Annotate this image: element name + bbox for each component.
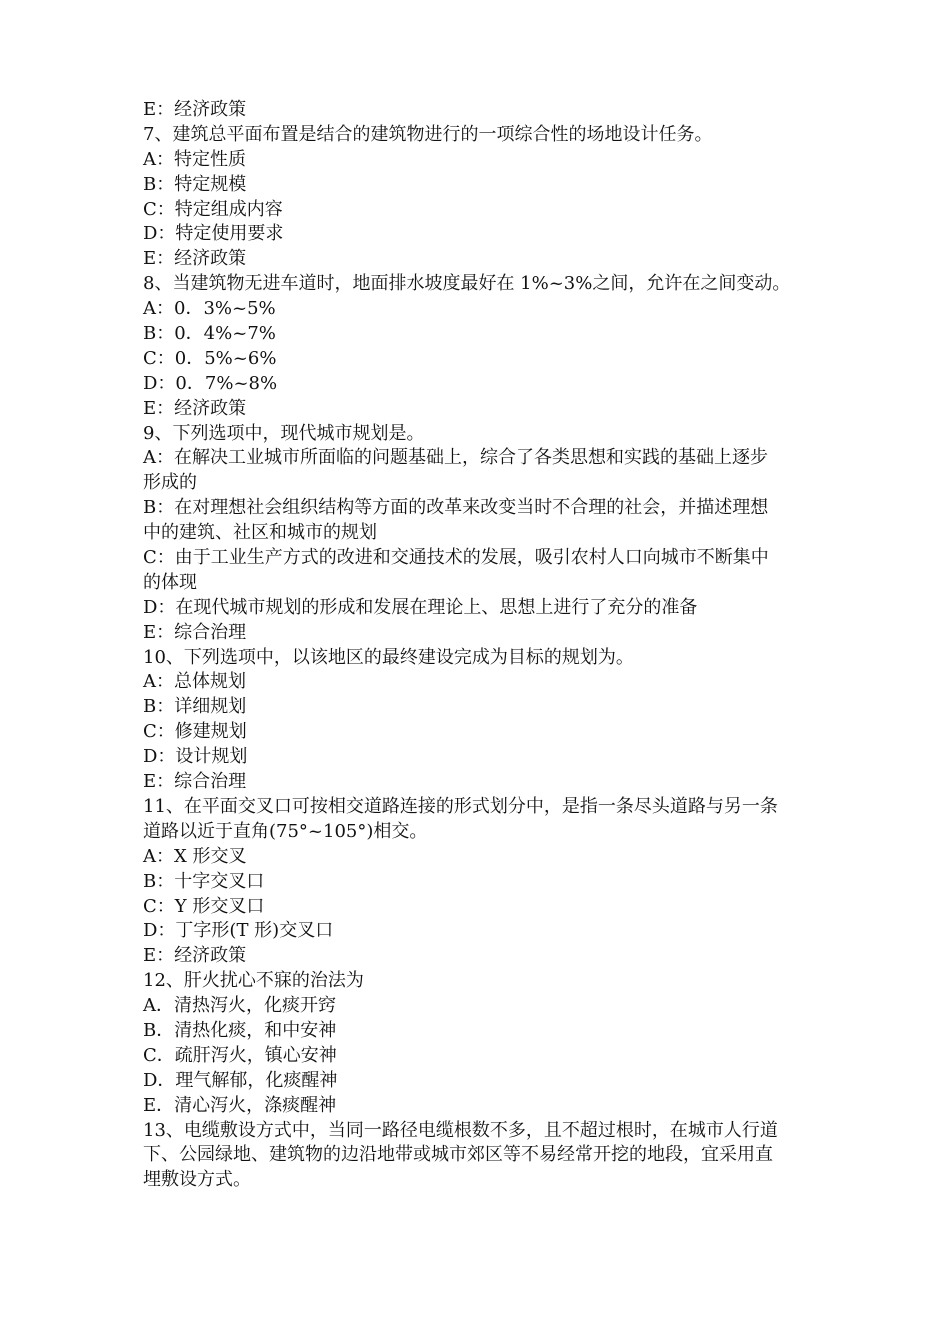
option-line: C．疏肝泻火，镇心安神 [143,1044,337,1066]
option-line: E：经济政策 [143,945,247,967]
option-line: E．清心泻火，涤痰醒神 [143,1094,337,1116]
option-line: C：0．5%~6% [143,347,277,369]
option-line-continued: 中的建筑、社区和城市的规划 [143,522,377,544]
question-12-text: 12、肝火扰心不寐的治法为 [143,970,364,992]
option-line: B．清热化痰，和中安神 [143,1019,337,1041]
option-line: E：综合治理 [143,621,247,643]
option-line: D：0．7%~8% [143,372,278,394]
option-line: E：经济政策 [143,248,247,270]
option-line: A：0．3%~5% [143,298,276,320]
option-line: D：设计规划 [143,746,248,768]
text-line: E：经济政策 [143,99,247,120]
question-13-text-continued: 下、公园绿地、建筑物的边沿地带或城市郊区等不易经常开挖的地段，宜采用直 [143,1144,773,1166]
option-line: B：详细规划 [143,696,247,718]
question-11-text-continued: 道路以近于直角(75°~105°)相交。 [143,820,428,842]
option-line: D：丁字形(T 形)交叉口 [143,920,334,942]
option-line: E：经济政策 [143,397,247,419]
option-line: A：特定性质 [143,148,246,170]
document-text-body [143,98,815,1193]
option-line: B：十字交叉口 [143,870,265,892]
option-line: B：特定规模 [143,173,247,195]
option-line: D：特定使用要求 [143,223,284,245]
question-13-text: 13、电缆敷设方式中，当同一路径电缆根数不多，且不超过根时，在城市人行道 [143,1119,778,1141]
option-line: A：在解决工业城市所面临的问题基础上，综合了各类思想和实践的基础上逐步 [143,447,768,469]
option-line: A：总体规划 [143,671,246,693]
question-8-text: 8、当建筑物无进车道时，地面排水坡度最好在 1%~3%之间，允许在之间变动。 [143,273,791,295]
option-line: C：由于工业生产方式的改进和交通技术的发展，吸引农村人口向城市不断集中 [143,547,769,569]
option-line: D：在现代城市规划的形成和发展在理论上、思想上进行了充分的准备 [143,596,698,618]
option-line: A．清热泻火，化痰开窍 [143,995,336,1017]
question-10-text: 10、下列选项中，以该地区的最终建设完成为目标的规划为。 [143,646,634,668]
question-11-text: 11、在平面交叉口可按相交道路连接的形式划分中，是指一条尽头道路与另一条 [143,795,778,817]
question-13-text-continued: 埋敷设方式。 [143,1169,251,1191]
option-line: C：特定组成内容 [143,198,283,220]
option-line-continued: 的体现 [143,571,197,593]
option-line: C：修建规划 [143,721,247,743]
option-line-continued: 形成的 [143,472,197,494]
question-9-text: 9、下列选项中，现代城市规划是。 [143,422,425,444]
option-line: B：0．4%~7% [143,323,276,345]
question-7-text: 7、建筑总平面布置是结合的建筑物进行的一项综合性的场地设计任务。 [143,123,713,145]
option-line: D．理气解郁，化痰醒神 [143,1069,338,1091]
option-line: A：X 形交叉 [143,845,247,867]
option-line: E：综合治理 [143,771,247,793]
option-line: C：Y 形交叉口 [143,895,265,917]
option-line: B：在对理想社会组织结构等方面的改革来改变当时不合理的社会，并描述理想 [143,497,769,519]
